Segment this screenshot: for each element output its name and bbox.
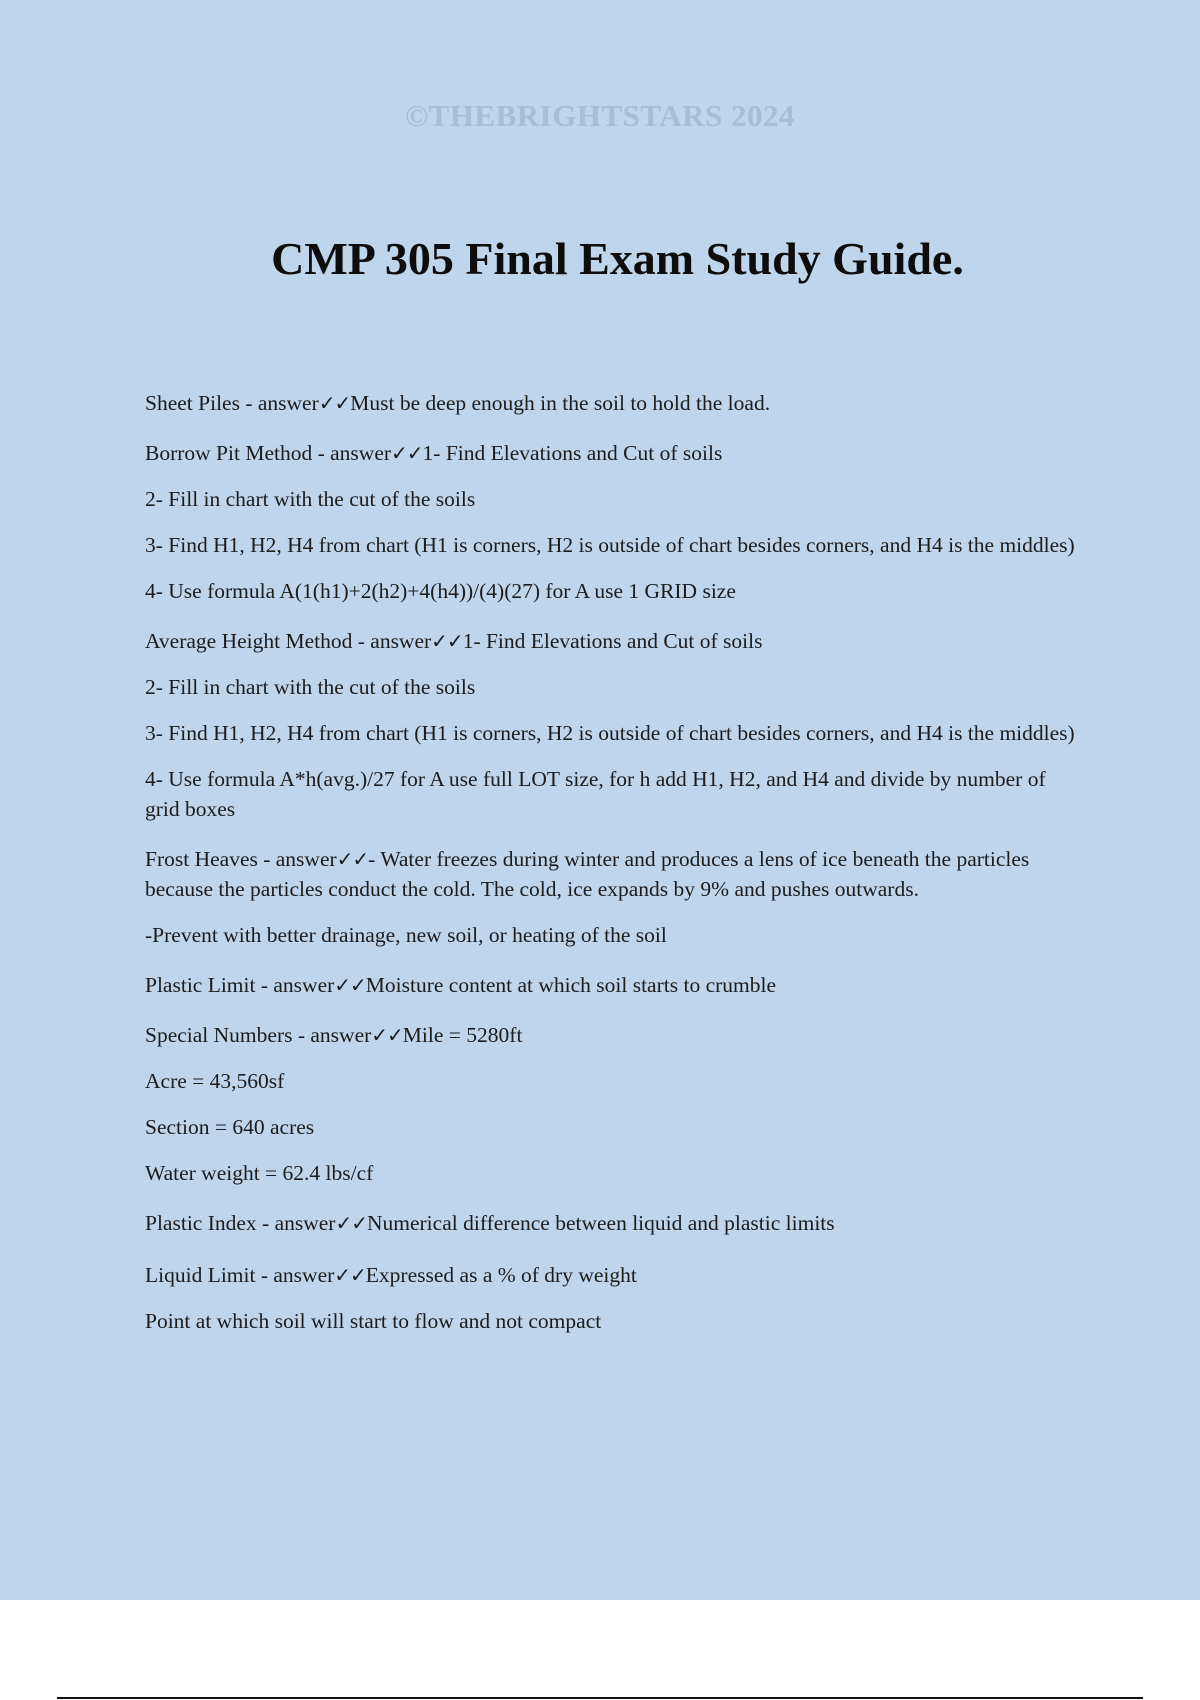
- qa-line: [145, 970, 1075, 1000]
- qa-line: [145, 718, 1075, 748]
- answer-text: Water weight = 62.4 lbs/cf: [145, 1161, 374, 1185]
- term-label: Frost Heaves - answer: [145, 847, 337, 871]
- qa-line: [145, 530, 1075, 560]
- answer-text: Mile = 5280ft: [402, 1023, 523, 1047]
- answer-text: 3- Find H1, H2, H4 from chart (H1 is corners, H2 is outside of chart besides corners, and H4 is the middles): [145, 533, 1075, 557]
- answer-text: Expressed as a % of dry weight: [365, 1263, 637, 1287]
- qa-line: [145, 1020, 1075, 1050]
- answer-text: 1- Find Elevations and Cut of soils: [462, 629, 763, 653]
- term-label: Borrow Pit Method - answer: [145, 441, 392, 465]
- qa-line: [145, 920, 1075, 950]
- qa-line: [145, 844, 1075, 904]
- term-label: Sheet Piles - answer: [145, 391, 319, 415]
- checkmark-icon: ✓✓: [431, 629, 463, 653]
- document-title: CMP 305 Final Exam Study Guide.: [271, 233, 964, 284]
- term-label: Plastic Limit - answer: [145, 973, 335, 997]
- answer-text: 4- Use formula A(1(h1)+2(h2)+4(h4))/(4)(27) for A use 1 GRID size: [145, 579, 736, 603]
- answer-text: Acre = 43,560sf: [145, 1069, 285, 1093]
- answer-text: 3- Find H1, H2, H4 from chart (H1 is corners, H2 is outside of chart besides corners, and H4 is the middles): [145, 721, 1075, 745]
- qa-line: [145, 388, 1075, 418]
- answer-text: 1- Find Elevations and Cut of soils: [422, 441, 723, 465]
- watermark: ©THEBRIGHTSTARS 2024: [404, 98, 796, 133]
- answer-text: - Water freezes during winter and produces a lens of ice beneath the particles because the particles conduct the cold. The cold, ice expands by 9% and pushes outwards.: [145, 847, 1030, 901]
- term-label: Plastic Index - answer: [145, 1211, 336, 1235]
- checkmark-icon: ✓✓: [336, 847, 369, 871]
- checkmark-icon: ✓✓: [334, 973, 366, 997]
- checkmark-icon: ✓✓: [391, 441, 423, 465]
- qa-line: [145, 1306, 1075, 1336]
- term-label: Average Height Method - answer: [145, 629, 432, 653]
- checkmark-icon: ✓✓: [335, 1211, 367, 1235]
- answer-text: Point at which soil will start to flow and not compact: [145, 1309, 602, 1333]
- qa-line: [145, 1158, 1075, 1188]
- qa-line: [145, 626, 1075, 656]
- qa-line: [145, 672, 1075, 702]
- checkmark-icon: ✓✓: [371, 1023, 403, 1047]
- answer-text: Moisture content at which soil starts to crumble: [365, 973, 777, 997]
- qa-line: [145, 484, 1075, 514]
- study-guide-content: [145, 388, 1075, 1336]
- answer-text: 2- Fill in chart with the cut of the soils: [145, 487, 476, 511]
- answer-text: -Prevent with better drainage, new soil, or heating of the soil: [145, 923, 667, 947]
- qa-line: [145, 1112, 1075, 1142]
- answer-text: Numerical difference between liquid and plastic limits: [366, 1211, 835, 1235]
- checkmark-icon: ✓✓: [318, 391, 351, 415]
- qa-line: [145, 1208, 1075, 1238]
- footer-divider: [57, 1697, 1143, 1699]
- answer-text: 4- Use formula A*h(avg.)/27 for A use full LOT size, for h add H1, H2, and H4 and divide by number of grid boxes: [145, 767, 1046, 821]
- qa-line: [145, 576, 1075, 606]
- qa-line: [145, 1260, 1075, 1290]
- qa-line: [145, 764, 1075, 824]
- qa-line: [145, 1066, 1075, 1096]
- answer-text: Must be deep enough in the soil to hold the load.: [350, 391, 771, 415]
- term-label: Liquid Limit - answer: [145, 1263, 335, 1287]
- checkmark-icon: ✓✓: [334, 1263, 366, 1287]
- qa-line: [145, 438, 1075, 468]
- answer-text: 2- Fill in chart with the cut of the soils: [145, 675, 476, 699]
- term-label: Special Numbers - answer: [145, 1023, 372, 1047]
- answer-text: Section = 640 acres: [145, 1115, 315, 1139]
